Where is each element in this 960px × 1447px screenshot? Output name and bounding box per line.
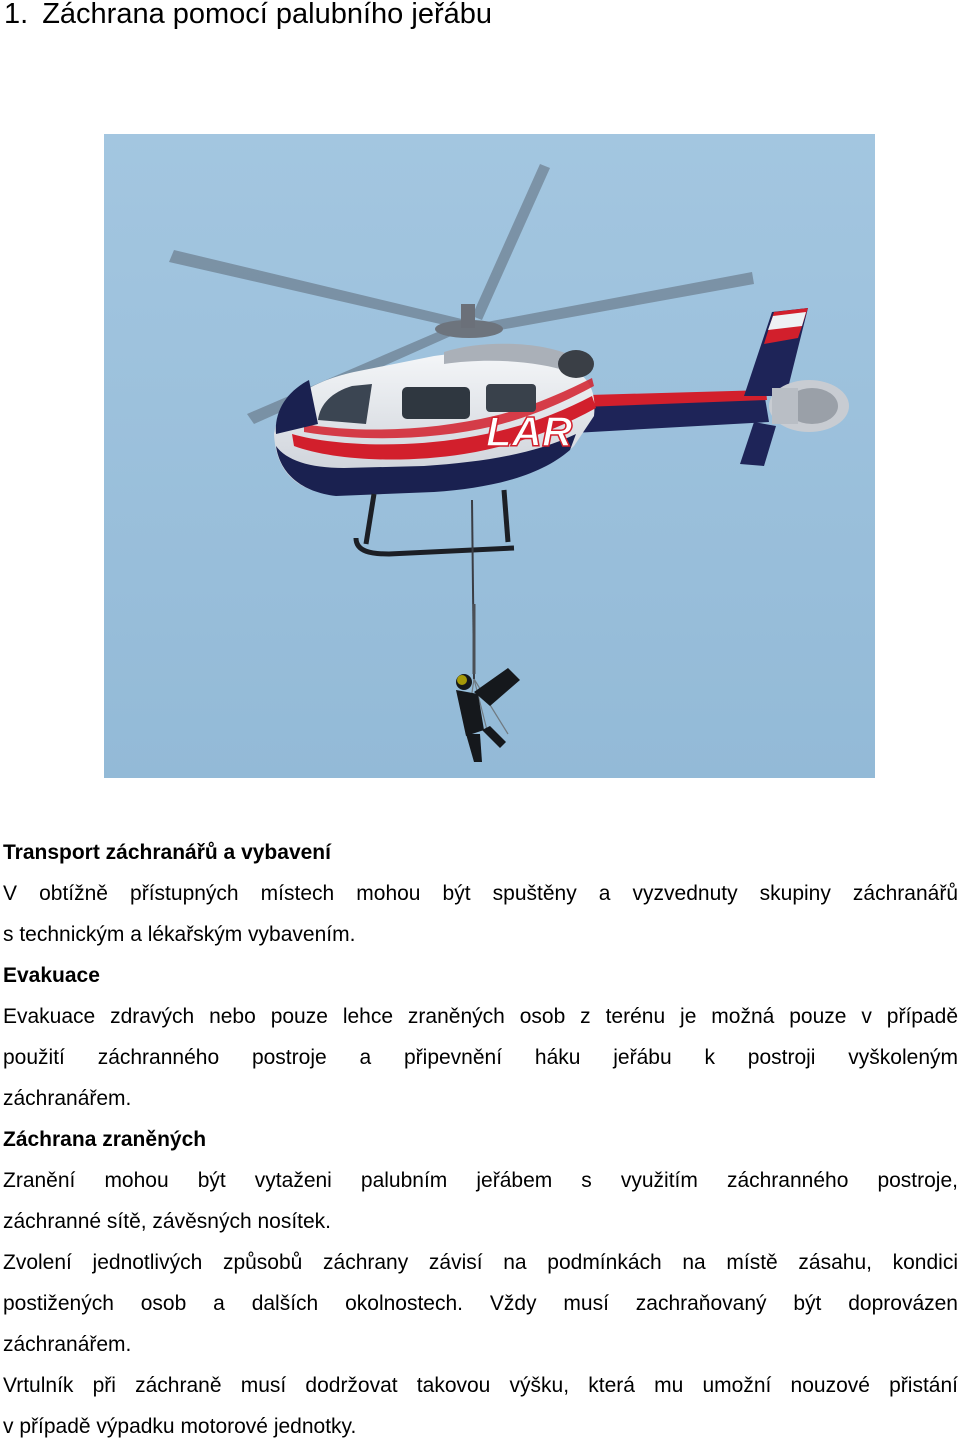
paragraph-line: Vrtulník při záchraně musí dodržovat takovou výšku, která mu umožní nouzové přistání bbox=[3, 1374, 958, 1397]
paragraph-line: postižených osob a dalších okolnostech. Vždy musí zachraňovaný být doprovázen bbox=[3, 1292, 958, 1315]
helicopter-rescue-photo bbox=[104, 134, 875, 778]
tail-text: LAR bbox=[486, 408, 573, 455]
section-heading-transport: Transport záchranářů a vybavení bbox=[3, 841, 331, 864]
section-text-line: s technickým a lékařským vybavením. bbox=[3, 923, 356, 946]
section-text-line: Zranění mohou být vytaženi palubním jeřábem s využitím záchranného postroje, bbox=[3, 1169, 958, 1192]
heading-number: 1. bbox=[4, 0, 29, 30]
section-heading-injured: Záchrana zraněných bbox=[3, 1128, 207, 1151]
paragraph-line: v případě výpadku motorové jednotky. bbox=[3, 1415, 357, 1438]
section-text-line: záchranné sítě, závěsných nosítek. bbox=[3, 1210, 332, 1233]
section-heading-evacuation: Evakuace bbox=[3, 964, 100, 987]
section-text-line: V obtížně přístupných místech mohou být spuštěny a vyzvednuty skupiny záchranářů bbox=[3, 882, 958, 905]
cabin-window bbox=[402, 387, 470, 419]
section-text-line: použití záchranného postroje a připevnění háku jeřábu k postroji vyškoleným bbox=[3, 1046, 958, 1069]
section-text-line: záchranářem. bbox=[3, 1087, 132, 1110]
section-text-line: Evakuace zdravých nebo pouze lehce zraněných osob z terénu je možná pouze v případě bbox=[3, 1005, 958, 1028]
paragraph-line: záchranářem. bbox=[3, 1333, 132, 1356]
page-title bbox=[4, 0, 492, 31]
heading-title: Záchrana pomocí palubního jeřábu bbox=[42, 0, 492, 30]
body-text bbox=[3, 832, 958, 1447]
paragraph-line: Zvolení jednotlivých způsobů záchrany závisí na podmínkách na místě zásahu, kondici bbox=[3, 1251, 958, 1274]
